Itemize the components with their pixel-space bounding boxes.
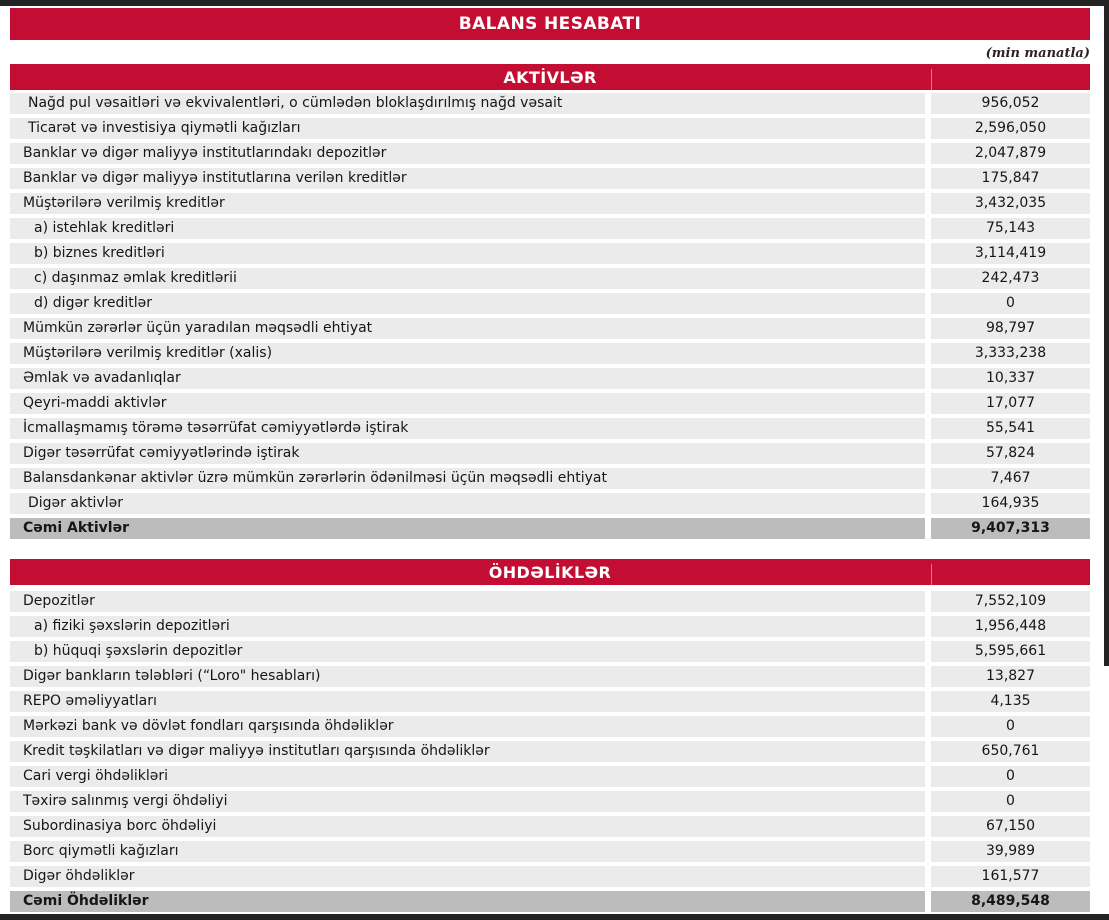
row-value: 956,052 — [931, 93, 1090, 114]
row-label: b) hüquqi şəxslərin depozitlər — [10, 641, 925, 662]
row-value: 175,847 — [931, 168, 1090, 189]
table-row — [10, 791, 1090, 812]
table-row — [10, 841, 1090, 862]
row-label: a) istehlak kreditləri — [10, 218, 925, 239]
table-row — [10, 766, 1090, 787]
assets-section — [10, 64, 1090, 539]
row-label: Balansdankənar aktivlər üzrə mümkün zərərlərin ödənilməsi üçün məqsədli ehtiyat — [10, 468, 925, 489]
table-row — [10, 343, 1090, 364]
row-label: Depozitlər — [10, 591, 925, 612]
row-label: Ticarət və investisiya qiymətli kağızları — [10, 118, 925, 139]
assets-rows — [10, 93, 1090, 539]
row-label: Mümkün zərərlər üçün yaradılan məqsədli ehtiyat — [10, 318, 925, 339]
table-row — [10, 318, 1090, 339]
row-label: Digər aktivlər — [10, 493, 925, 514]
row-label: Nağd pul vəsaitləri və ekvivalentləri, o cümlədən bloklaşdırılmış nağd vəsait — [10, 93, 925, 114]
table-row — [10, 393, 1090, 414]
row-value: 0 — [931, 293, 1090, 314]
row-label: Təxirə salınmış vergi öhdəliyi — [10, 791, 925, 812]
table-row — [10, 218, 1090, 239]
liabilities-section — [10, 559, 1090, 912]
row-label: Subordinasiya borc öhdəliyi — [10, 816, 925, 837]
row-label: c) daşınmaz əmlak kreditlərii — [10, 268, 925, 289]
report-title: BALANS HESABATI — [458, 14, 642, 34]
row-label: a) fiziki şəxslərin depozitləri — [10, 616, 925, 637]
report-title-bar — [10, 8, 1090, 40]
row-value: 650,761 — [931, 741, 1090, 762]
row-value: 164,935 — [931, 493, 1090, 514]
row-value: 2,047,879 — [931, 143, 1090, 164]
balance-report — [10, 0, 1090, 916]
liabilities-section-title: ÖHDƏLİKLƏR — [488, 562, 612, 582]
row-label: Əmlak və avadanlıqlar — [10, 368, 925, 389]
row-value: 3,333,238 — [931, 343, 1090, 364]
row-label: Müştərilərə verilmiş kreditlər (xalis) — [10, 343, 925, 364]
table-row — [10, 641, 1090, 662]
row-label: REPO əməliyyatları — [10, 691, 925, 712]
row-value: 7,467 — [931, 468, 1090, 489]
total-value: 8,489,548 — [931, 891, 1090, 912]
scrollbar[interactable] — [1104, 6, 1109, 666]
table-row — [10, 143, 1090, 164]
assets-section-header — [10, 64, 1090, 90]
table-row — [10, 468, 1090, 489]
table-row — [10, 93, 1090, 114]
row-value: 5,595,661 — [931, 641, 1090, 662]
table-row — [10, 591, 1090, 612]
table-row — [10, 716, 1090, 737]
liabilities-total-row — [10, 891, 1090, 912]
assets-total-row — [10, 518, 1090, 539]
assets-section-title: AKTİVLƏR — [503, 67, 597, 87]
total-label: Cəmi Aktivlər — [10, 518, 925, 539]
row-label: Borc qiymətli kağızları — [10, 841, 925, 862]
table-row — [10, 368, 1090, 389]
row-value: 98,797 — [931, 318, 1090, 339]
table-row — [10, 616, 1090, 637]
table-row — [10, 866, 1090, 887]
total-label: Cəmi Öhdəliklər — [10, 891, 925, 912]
table-row — [10, 816, 1090, 837]
liabilities-section-header — [10, 559, 1090, 585]
row-label: Banklar və digər maliyyə institutlarındakı depozitlər — [10, 143, 925, 164]
row-value: 75,143 — [931, 218, 1090, 239]
row-label: Digər təsərrüfat cəmiyyətlərində iştirak — [10, 443, 925, 464]
row-value: 13,827 — [931, 666, 1090, 687]
table-row — [10, 443, 1090, 464]
table-row — [10, 243, 1090, 264]
row-value: 0 — [931, 791, 1090, 812]
row-value: 7,552,109 — [931, 591, 1090, 612]
row-label: Mərkəzi bank və dövlət fondları qarşısında öhdəliklər — [10, 716, 925, 737]
table-row — [10, 741, 1090, 762]
table-row — [10, 666, 1090, 687]
row-label: Digər öhdəliklər — [10, 866, 925, 887]
row-label: d) digər kreditlər — [10, 293, 925, 314]
row-value: 242,473 — [931, 268, 1090, 289]
column-divider — [931, 69, 932, 90]
row-value: 161,577 — [931, 866, 1090, 887]
row-label: Müştərilərə verilmiş kreditlər — [10, 193, 925, 214]
row-value: 57,824 — [931, 443, 1090, 464]
row-value: 17,077 — [931, 393, 1090, 414]
table-row — [10, 691, 1090, 712]
row-value: 0 — [931, 766, 1090, 787]
table-row — [10, 193, 1090, 214]
row-value: 10,337 — [931, 368, 1090, 389]
row-value: 3,114,419 — [931, 243, 1090, 264]
table-row — [10, 268, 1090, 289]
row-value: 67,150 — [931, 816, 1090, 837]
row-value: 1,956,448 — [931, 616, 1090, 637]
row-label: Kredit təşkilatları və digər maliyyə institutları qarşısında öhdəliklər — [10, 741, 925, 762]
row-value: 3,432,035 — [931, 193, 1090, 214]
row-label: Qeyri-maddi aktivlər — [10, 393, 925, 414]
table-row — [10, 293, 1090, 314]
column-divider — [931, 564, 932, 585]
table-row — [10, 118, 1090, 139]
liabilities-rows — [10, 591, 1090, 912]
row-label: Banklar və digər maliyyə institutlarına verilən kreditlər — [10, 168, 925, 189]
row-value: 39,989 — [931, 841, 1090, 862]
row-value: 0 — [931, 716, 1090, 737]
row-label: İcmallaşmamış törəmə təsərrüfat cəmiyyətlərdə iştirak — [10, 418, 925, 439]
row-value: 55,541 — [931, 418, 1090, 439]
row-value: 2,596,050 — [931, 118, 1090, 139]
table-row — [10, 493, 1090, 514]
table-row — [10, 418, 1090, 439]
row-label: Digər bankların tələbləri (“Loro" hesabları) — [10, 666, 925, 687]
unit-note: (min manatla) — [985, 46, 1090, 61]
total-value: 9,407,313 — [931, 518, 1090, 539]
row-label: Cari vergi öhdəlikləri — [10, 766, 925, 787]
row-label: b) biznes kreditləri — [10, 243, 925, 264]
table-row — [10, 168, 1090, 189]
row-value: 4,135 — [931, 691, 1090, 712]
